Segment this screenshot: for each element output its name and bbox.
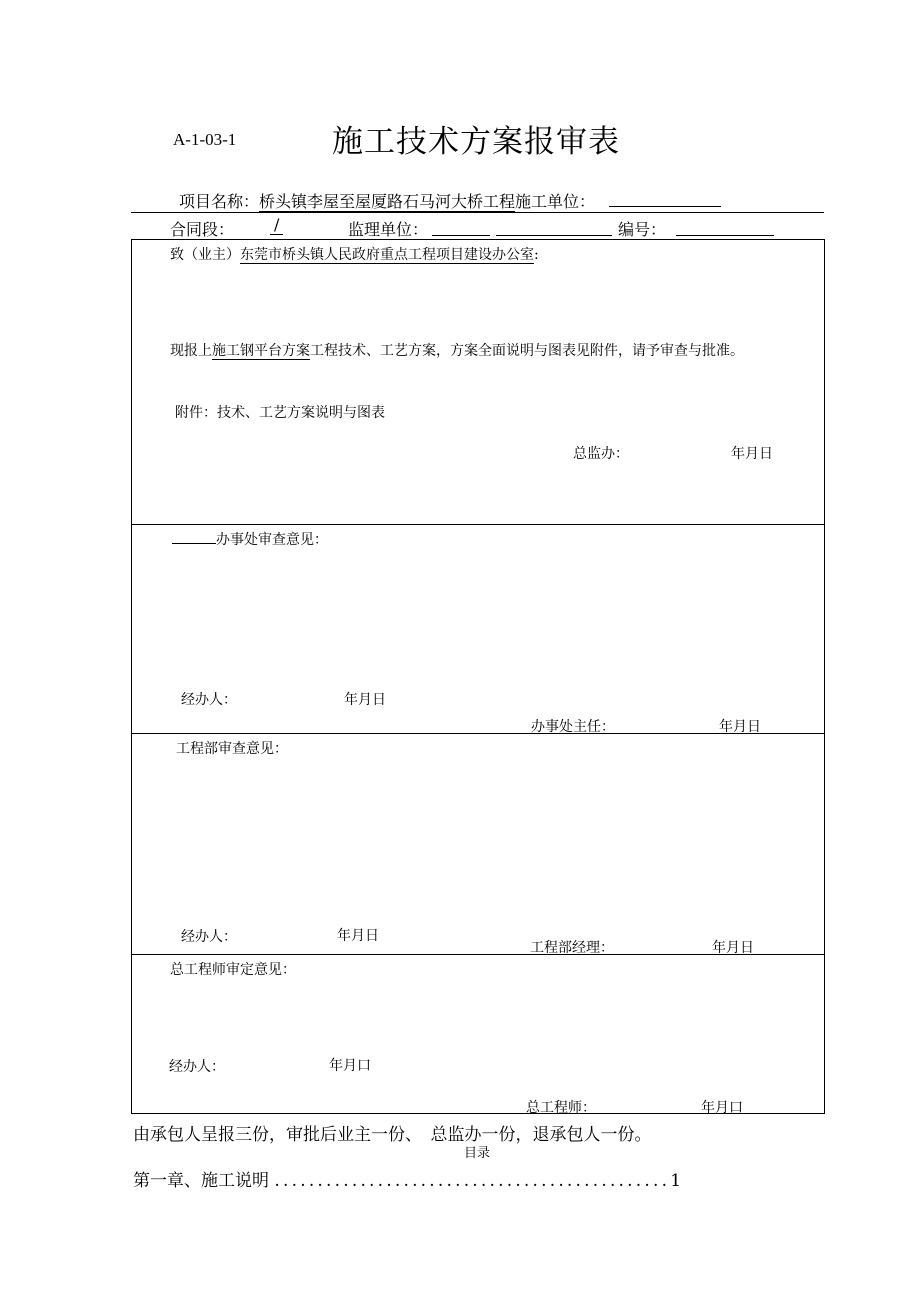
row-divider-1	[131, 524, 825, 525]
chief-handler-date: 年月口	[329, 1058, 371, 1074]
attachment-note: 附件：技术、工艺方案说明与图表	[175, 405, 385, 421]
toc-entry[interactable]	[133, 1166, 681, 1191]
toc-heading: 目录	[464, 1146, 491, 1161]
chief-engineer-label: 总工程师：	[526, 1100, 596, 1116]
engineering-handler-label: 经办人：	[181, 929, 237, 945]
distribution-note: 由承包人呈报三份，审批后业主一份、 总监办一份，退承包人一份。	[133, 1125, 652, 1145]
contract-section-value[interactable]	[270, 215, 283, 234]
office-director-date: 年月日	[719, 719, 761, 735]
table-right-border	[824, 239, 825, 1114]
contract-section-text: /	[270, 215, 283, 235]
number-field[interactable]	[676, 221, 774, 236]
number-label: 编号：	[618, 220, 667, 239]
chief-handler-label: 经办人：	[169, 1059, 225, 1075]
engineering-opinion-label: 工程部审查意见：	[176, 741, 288, 757]
office-handler-label: 经办人：	[181, 692, 237, 708]
table-top-border	[131, 239, 825, 240]
project-name-label: 项目名称：	[179, 192, 260, 211]
report-statement	[170, 340, 744, 360]
supervisor-field-a[interactable]	[432, 221, 490, 236]
office-director-label: 办事处主任：	[531, 719, 615, 735]
addressee-line	[170, 244, 539, 264]
chief-engineer-date: 年月口	[701, 1100, 743, 1116]
addressee-prefix: 致（业主）	[170, 247, 240, 263]
toc-entry-leader: ..............................................	[274, 1171, 671, 1191]
report-plan-name: 施工钢平台方案	[212, 343, 310, 359]
toc-entry-title: 第一章、施工说明	[133, 1171, 269, 1191]
chief-engineer-opinion-label: 总工程师审定意见：	[170, 962, 296, 978]
engineering-manager-label: 工程部经理：	[530, 940, 614, 956]
report-prefix: 现报上	[170, 343, 212, 359]
office-handler-date: 年月日	[344, 692, 386, 708]
supervisor-field-b[interactable]	[496, 221, 612, 236]
engineering-handler-date: 年月日	[337, 928, 379, 944]
office-opinion-heading	[172, 529, 328, 549]
supervision-office-sign-label: 总监办：	[573, 446, 629, 462]
header-divider	[131, 212, 824, 213]
supervision-office-date: 年月日	[731, 446, 773, 462]
form-title: 施工技术方案报审表	[332, 124, 620, 160]
project-name-value[interactable]: 桥头镇李屋至屋厦路石马河大桥工程	[259, 192, 516, 211]
contract-section-label: 合同段：	[170, 220, 235, 239]
report-suffix: 工程技术、工艺方案，方案全面说明与图表见附件，请予审查与批准。	[310, 343, 744, 359]
document-code: A-1-03-1	[173, 130, 237, 149]
contractor-field[interactable]	[609, 192, 721, 207]
engineering-manager-date: 年月日	[712, 940, 754, 956]
office-opinion-label: 办事处审查意见：	[216, 532, 328, 548]
office-name-field[interactable]	[172, 529, 216, 544]
project-name-row	[179, 189, 721, 212]
toc-entry-page: 1	[670, 1171, 682, 1191]
addressee-org: 东莞市桥头镇人民政府重点工程项目建设办公室	[240, 247, 534, 263]
addressee-suffix: :	[534, 247, 539, 263]
contractor-label: 施工单位：	[515, 192, 596, 211]
table-left-border	[131, 239, 132, 1114]
supervisor-label: 监理单位：	[348, 220, 429, 239]
